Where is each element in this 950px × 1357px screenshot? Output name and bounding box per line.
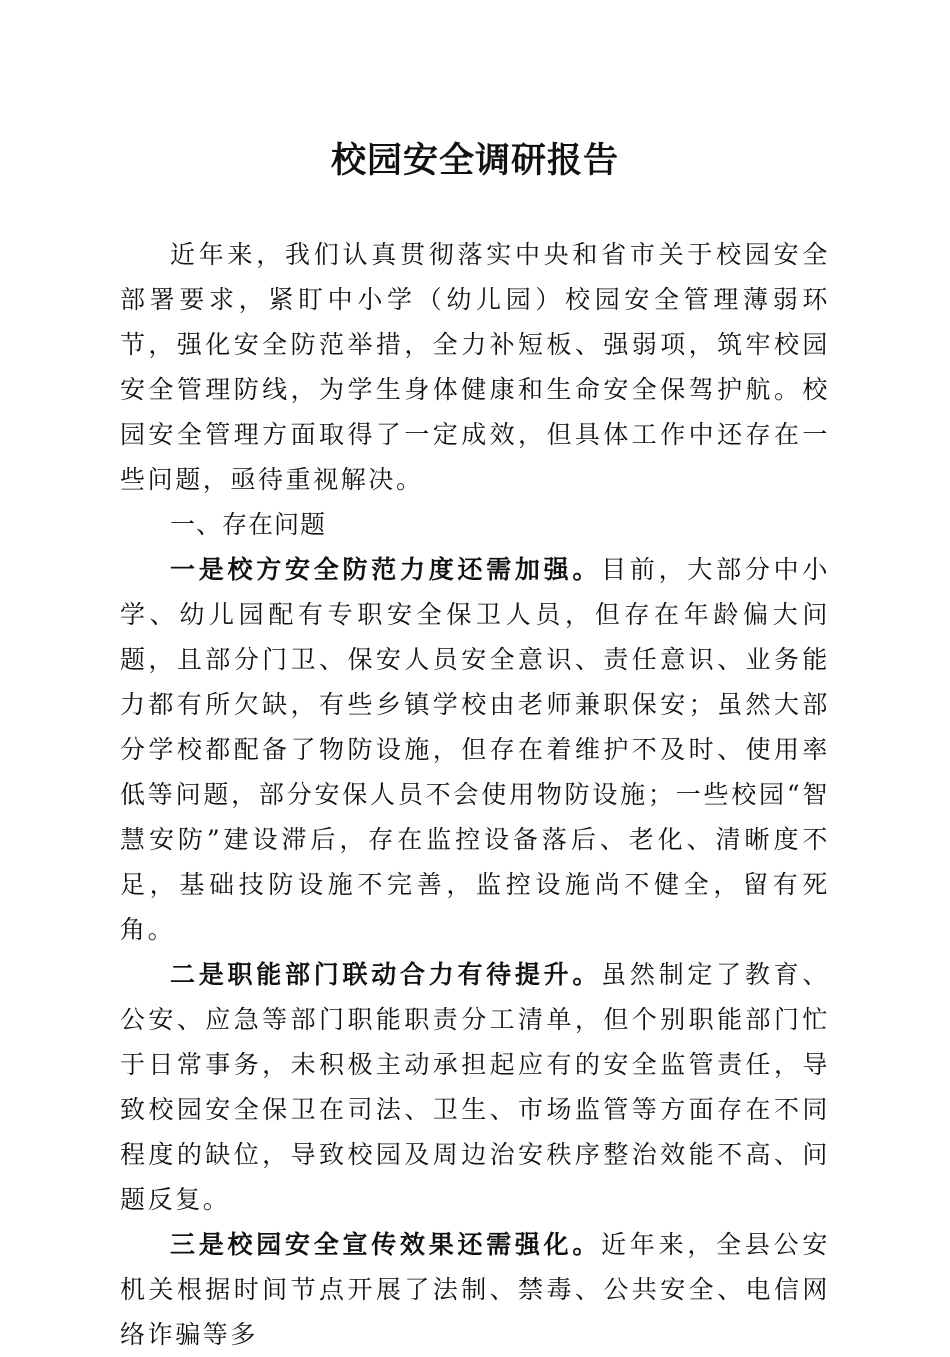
section-heading: 一、存在问题	[170, 510, 327, 539]
problem-text-3: 近年来，全县公安机关根据时间节点开展了法制、禁毒、公共安全、电信网络诈骗等多	[120, 1230, 830, 1349]
problem-lead-2: 二是职能部门联动合力有待提升。	[170, 960, 602, 989]
document-body	[120, 232, 830, 1357]
problem-lead-3: 三是校园安全宣传效果还需强化。	[170, 1230, 602, 1259]
problem-paragraph-1	[120, 547, 830, 952]
problem-lead-1: 一是校方安全防范力度还需加强。	[170, 555, 602, 584]
page-title: 校园安全调研报告	[330, 140, 619, 181]
problem-paragraph-2	[120, 952, 830, 1222]
problem-text-1: 目前，大部分中小学、幼儿园配有专职安全保卫人员，但存在年龄偏大问题，且部分门卫、保安人员安全意识、责任意识、业务能力都有所欠缺，有些乡镇学校由老师兼职保安；虽然大部分学校都配备了物防设施，但存在着维护不及时、使用率低等问题，部分安保人员不会使用物防设施；一些校园“智慧安防”建设滞后，存在监控设备落后、老化、清晰度不足，基础技防设施不完善，监控设施尚不健全，留有死角。	[120, 555, 830, 944]
problem-text-2: 虽然制定了教育、公安、应急等部门职能职责分工清单，但个别职能部门忙于日常事务，未积极主动承担起应有的安全监管责任，导致校园安全保卫在司法、卫生、市场监管等方面存在不同程度的缺位，导致校园及周边治安秩序整治效能不高、问题反复。	[120, 960, 830, 1214]
problem-paragraph-3	[120, 1222, 830, 1357]
intro-paragraph: 近年来，我们认真贯彻落实中央和省市关于校园安全部署要求，紧盯中小学（幼儿园）校园安全管理薄弱环节，强化安全防范举措，全力补短板、强弱项，筑牢校园安全管理防线，为学生身体健康和生命安全保驾护航。校园安全管理方面取得了一定成效，但具体工作中还存在一些问题，亟待重视解决。	[120, 240, 830, 494]
